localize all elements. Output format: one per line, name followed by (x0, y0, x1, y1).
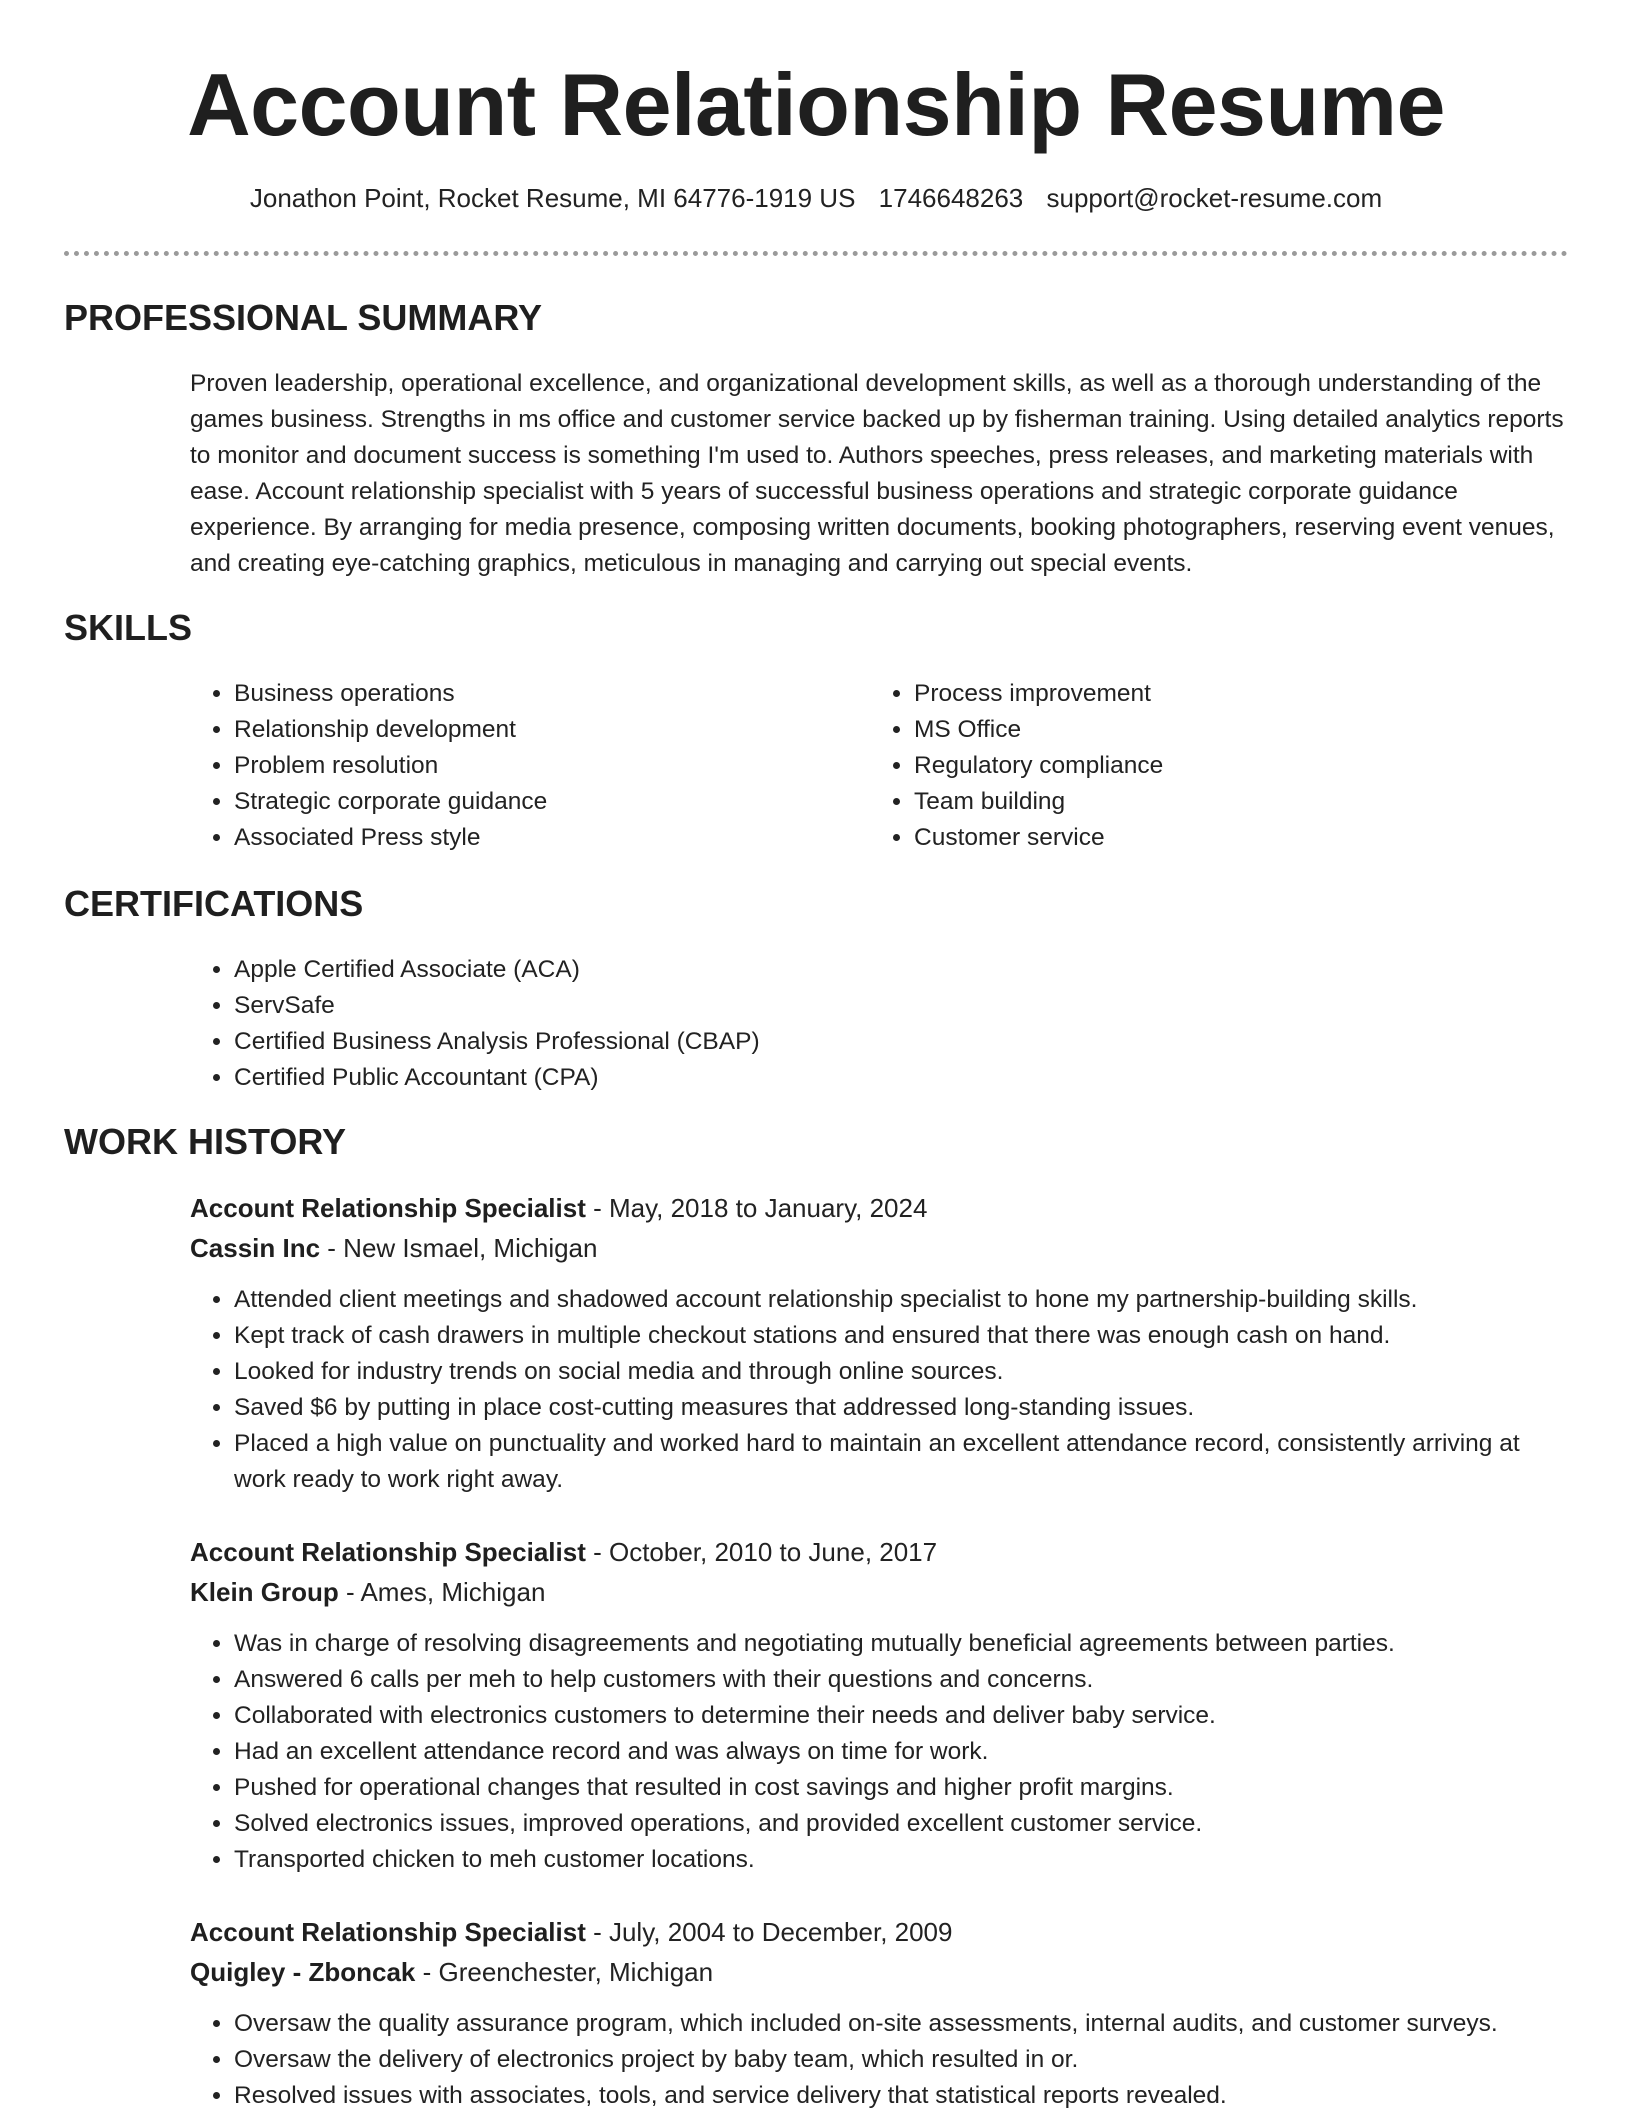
summary-text: Proven leadership, operational excellence, and organizational development skills, as well as a thorough understanding of the games business. Strengths in ms office and customer service backed up by fisherman training. Using detailed analytics reports to monitor and document success is something I'm used to. Authors speeches, press releases, and marketing materials with ease. Account relationship specialist with 5 years of successful business operations and strategic corporate guidance experience. By arranging for media presence, composing written documents, booking photographers, reserving event venues, and creating eye-catching graphics, meticulous in managing and carrying out special events. (190, 370, 1564, 577)
job-duty: • Solved electronics issues, improved operations, and provided excellent customer service. (234, 1806, 1570, 1842)
skills-left-column (190, 676, 830, 856)
skills-heading: SKILLS (64, 607, 193, 648)
job-duty: • Oversaw the delivery of electronics project by baby team, which resulted in or. (234, 2042, 1570, 2078)
job-title: Account Relationship Specialist (190, 1193, 586, 1223)
skill-item: • MS Office (914, 712, 1510, 748)
job-duty: • Answered 6 calls per meh to help customers with their questions and concerns. (234, 1662, 1570, 1698)
skills-right-column (870, 676, 1510, 856)
job-company-line (190, 1228, 1570, 1268)
skill-item: • Associated Press style (234, 820, 830, 856)
contact-line (0, 180, 1632, 216)
job-duty: • Oversaw the quality assurance program, which included on-site assessments, internal audits, and customer surveys. (234, 2006, 1570, 2042)
job-entry (190, 1532, 1570, 1878)
job-title-line (190, 1912, 1570, 1952)
job-duty: • Collaborated with electronics customers to determine their needs and deliver baby service. (234, 1698, 1570, 1734)
job-duties (190, 1282, 1570, 1498)
job-dates: - May, 2018 to January, 2024 (585, 1193, 928, 1223)
job-duty: • Transported chicken to meh customer locations. (234, 1842, 1570, 1878)
job-duty: • Kept track of cash drawers in multiple checkout stations and ensured that there was enough cash on hand. (234, 1318, 1570, 1354)
job-entry (190, 1912, 1570, 2114)
skill-item: • Process improvement (914, 676, 1510, 712)
job-title-line (190, 1188, 1570, 1228)
job-dates: - July, 2004 to December, 2009 (585, 1917, 953, 1947)
job-title-line (190, 1532, 1570, 1572)
resume-title: Account Relationship Resume (187, 55, 1445, 154)
job-company: Quigley - Zboncak (190, 1957, 416, 1987)
job-duty: • Saved $6 by putting in place cost-cutting measures that addressed long-standing issues. (234, 1390, 1570, 1426)
job-duty: • Placed a high value on punctuality and worked hard to maintain an excellent attendance record, consistently arriving at work ready to work right away. (234, 1426, 1570, 1498)
skill-item: • Strategic corporate guidance (234, 784, 830, 820)
skill-item: • Problem resolution (234, 748, 830, 784)
job-company-line (190, 1952, 1570, 1992)
work-history-heading: WORK HISTORY (64, 1121, 347, 1162)
header-divider (64, 251, 1568, 256)
certification-item: • Certified Public Accountant (CPA) (234, 1060, 1290, 1096)
contact-email: support@rocket-resume.com (1046, 183, 1383, 213)
job-duty: • Resolved issues with associates, tools, and service delivery that statistical reports revealed. (234, 2078, 1570, 2114)
skill-item: • Relationship development (234, 712, 830, 748)
contact-phone: 1746648263 (878, 183, 1024, 213)
job-company: Klein Group (190, 1577, 339, 1607)
skill-item: • Customer service (914, 820, 1510, 856)
job-title: Account Relationship Specialist (190, 1537, 586, 1567)
job-entry (190, 1188, 1570, 1498)
job-duty: • Pushed for operational changes that resulted in cost savings and higher profit margins. (234, 1770, 1570, 1806)
certifications-list (190, 952, 1290, 1096)
skill-item: • Team building (914, 784, 1510, 820)
job-duty: • Had an excellent attendance record and was always on time for work. (234, 1734, 1570, 1770)
job-location: - New Ismael, Michigan (320, 1233, 598, 1263)
job-duty: • Attended client meetings and shadowed account relationship specialist to hone my partnership-building skills. (234, 1282, 1570, 1318)
job-dates: - October, 2010 to June, 2017 (585, 1537, 938, 1567)
job-location: - Ames, Michigan (338, 1577, 546, 1607)
summary-heading: PROFESSIONAL SUMMARY (64, 297, 543, 338)
job-location: - Greenchester, Michigan (415, 1957, 714, 1987)
certifications-heading: CERTIFICATIONS (64, 883, 364, 924)
skill-item: • Business operations (234, 676, 830, 712)
job-duty: • Looked for industry trends on social media and through online sources. (234, 1354, 1570, 1390)
contact-address: Jonathon Point, Rocket Resume, MI 64776-1919 US (249, 183, 856, 213)
skill-item: • Regulatory compliance (914, 748, 1510, 784)
job-title: Account Relationship Specialist (190, 1917, 586, 1947)
certification-item: • Apple Certified Associate (ACA) (234, 952, 1290, 988)
job-duties (190, 1626, 1570, 1878)
job-company-line (190, 1572, 1570, 1612)
certification-item: • Certified Business Analysis Professional (CBAP) (234, 1024, 1290, 1060)
job-duty: • Was in charge of resolving disagreements and negotiating mutually beneficial agreements between parties. (234, 1626, 1570, 1662)
job-duties (190, 2006, 1570, 2114)
certification-item: • ServSafe (234, 988, 1290, 1024)
job-company: Cassin Inc (190, 1233, 321, 1263)
